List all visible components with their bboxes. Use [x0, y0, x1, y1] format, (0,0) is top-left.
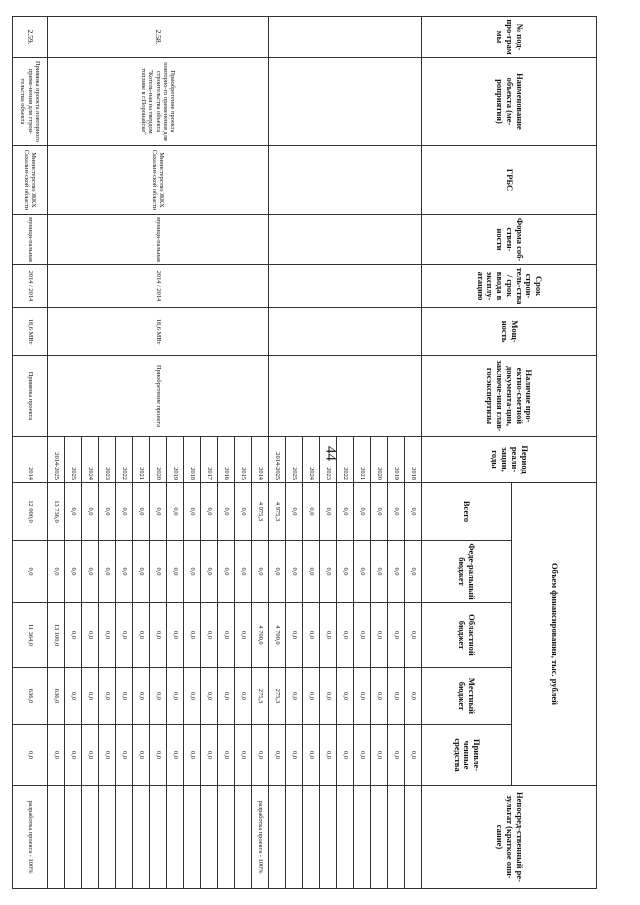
regional-cell: 0,0 — [337, 603, 354, 668]
period-cell: 2021 — [354, 437, 371, 483]
total-cell: 0,0 — [405, 483, 422, 541]
result-cell — [99, 786, 116, 889]
period-cell: 2014 — [13, 437, 48, 483]
period-cell: 2024 — [82, 437, 99, 483]
entry-capacity: 18,6 МВт — [13, 308, 48, 356]
cont-num-cell — [269, 17, 422, 58]
result-cell — [286, 786, 303, 889]
period-cell: 2014-2025 — [269, 437, 286, 483]
table-header — [422, 17, 597, 889]
regional-cell: 0,0 — [405, 603, 422, 668]
cont-grbs-cell — [269, 146, 422, 215]
total-cell: 4 975,3 — [269, 483, 286, 541]
regional-cell: 11 364,0 — [13, 603, 48, 668]
regional-cell: 0,0 — [235, 603, 252, 668]
federal-cell: 0,0 — [252, 541, 269, 603]
regional-cell: 0,0 — [99, 603, 116, 668]
table-row — [252, 17, 269, 889]
total-cell: 0,0 — [371, 483, 388, 541]
regional-cell: 4 700,0 — [269, 603, 286, 668]
result-cell — [388, 786, 405, 889]
cont-psd-cell — [269, 356, 422, 437]
header-num: № под-про-грам мы — [422, 17, 597, 58]
regional-cell: 0,0 — [150, 603, 167, 668]
period-cell: 2025 — [286, 437, 303, 483]
regional-cell: 0,0 — [184, 603, 201, 668]
attracted-cell: 0,0 — [371, 725, 388, 786]
attracted-cell: 0,0 — [133, 725, 150, 786]
regional-cell: 0,0 — [167, 603, 184, 668]
local-cell: 0,0 — [337, 668, 354, 725]
local-cell: 0,0 — [405, 668, 422, 725]
local-cell: 0,0 — [371, 668, 388, 725]
local-cell: 0,0 — [99, 668, 116, 725]
result-cell — [235, 786, 252, 889]
period-cell: 2023 — [99, 437, 116, 483]
period-cell: 2021 — [133, 437, 150, 483]
total-cell: 0,0 — [303, 483, 320, 541]
federal-cell: 0,0 — [320, 541, 337, 603]
header-attracted: Привле-ченные средства — [422, 725, 512, 786]
total-cell: 0,0 — [65, 483, 82, 541]
attracted-cell: 0,0 — [48, 725, 65, 786]
federal-cell: 0,0 — [269, 541, 286, 603]
regional-cell: 0,0 — [303, 603, 320, 668]
local-cell: 0,0 — [320, 668, 337, 725]
total-cell: 0,0 — [116, 483, 133, 541]
attracted-cell: 0,0 — [286, 725, 303, 786]
attracted-cell: 0,0 — [303, 725, 320, 786]
total-cell: 0,0 — [286, 483, 303, 541]
entry-grbs: Министерство ЖКХ Сахалин-ской области — [13, 146, 48, 215]
total-cell: 0,0 — [201, 483, 218, 541]
result-cell — [167, 786, 184, 889]
header-federal: Феде-ральный бюджет — [422, 541, 512, 603]
result-cell — [303, 786, 320, 889]
attracted-cell: 0,0 — [184, 725, 201, 786]
federal-cell: 0,0 — [184, 541, 201, 603]
total-cell: 0,0 — [184, 483, 201, 541]
local-cell: 0,0 — [133, 668, 150, 725]
entry-number: 2.58. — [48, 17, 269, 58]
period-cell: 2017 — [201, 437, 218, 483]
period-cell: 2018 — [405, 437, 422, 483]
period-cell: 2023 — [320, 437, 337, 483]
result-cell — [65, 786, 82, 889]
local-cell: 0,0 — [354, 668, 371, 725]
header-grbs: ГРБС — [422, 146, 597, 215]
attracted-cell: 0,0 — [337, 725, 354, 786]
total-cell: 0,0 — [167, 483, 184, 541]
regional-cell: 0,0 — [286, 603, 303, 668]
attracted-cell: 0,0 — [405, 725, 422, 786]
attracted-cell: 0,0 — [99, 725, 116, 786]
entry-term: 2014 / 2014 — [13, 265, 48, 308]
result-cell — [82, 786, 99, 889]
header-capacity: Мощ-ность — [422, 308, 597, 356]
local-cell: 275,3 — [269, 668, 286, 725]
local-cell: 0,0 — [235, 668, 252, 725]
period-cell: 2020 — [371, 437, 388, 483]
local-cell: 275,3 — [252, 668, 269, 725]
federal-cell: 0,0 — [388, 541, 405, 603]
result-cell — [133, 786, 150, 889]
federal-cell: 0,0 — [99, 541, 116, 603]
regional-cell: 0,0 — [82, 603, 99, 668]
federal-cell: 0,0 — [303, 541, 320, 603]
table-row — [405, 17, 422, 889]
total-cell: 0,0 — [82, 483, 99, 541]
regional-cell: 0,0 — [201, 603, 218, 668]
attracted-cell: 0,0 — [65, 725, 82, 786]
result-cell — [269, 786, 286, 889]
header-term: Срок строи-тель-ства / срок ввода в эксплу-атацию — [422, 265, 597, 308]
attracted-cell: 0,0 — [235, 725, 252, 786]
period-cell: 2020 — [150, 437, 167, 483]
entry-ownership: муници-пальная — [48, 215, 269, 265]
budget-table-rotated — [15, 16, 597, 888]
period-cell: 2019 — [388, 437, 405, 483]
federal-cell: 0,0 — [116, 541, 133, 603]
period-cell: 2015 — [235, 437, 252, 483]
local-cell: 0,0 — [82, 668, 99, 725]
total-cell: 0,0 — [388, 483, 405, 541]
attracted-cell: 0,0 — [116, 725, 133, 786]
entry-ownership: муници-пальная — [13, 215, 48, 265]
federal-cell: 0,0 — [48, 541, 65, 603]
result-cell — [320, 786, 337, 889]
regional-cell: 13 100,0 — [48, 603, 65, 668]
total-cell: 0,0 — [235, 483, 252, 541]
result-cell — [337, 786, 354, 889]
period-cell: 2018 — [184, 437, 201, 483]
local-cell: 0,0 — [218, 668, 235, 725]
header-total: Всего — [422, 483, 512, 541]
attracted-cell: 0,0 — [218, 725, 235, 786]
period-cell: 2022 — [116, 437, 133, 483]
entry-psd: Привязка проекта — [13, 356, 48, 437]
attracted-cell: 0,0 — [252, 725, 269, 786]
table-row — [13, 17, 48, 889]
period-cell: 2025 — [65, 437, 82, 483]
header-local: Местный бюджет — [422, 668, 512, 725]
regional-cell: 0,0 — [116, 603, 133, 668]
federal-cell: 0,0 — [337, 541, 354, 603]
attracted-cell: 0,0 — [13, 725, 48, 786]
attracted-cell: 0,0 — [354, 725, 371, 786]
entry-name: Привязка проекта повторного приме-нения для строи-тельства объекта — [13, 58, 48, 146]
federal-cell: 0,0 — [405, 541, 422, 603]
local-cell: 0,0 — [286, 668, 303, 725]
federal-cell: 0,0 — [235, 541, 252, 603]
entry-grbs: Министерство ЖКХ Сахалин-ской области — [48, 146, 269, 215]
header-funding: Объем финансирования, тыс. рублей — [512, 483, 597, 786]
local-cell: 0,0 — [65, 668, 82, 725]
federal-cell: 0,0 — [82, 541, 99, 603]
federal-cell: 0,0 — [286, 541, 303, 603]
total-cell: 12 000,0 — [13, 483, 48, 541]
attracted-cell: 0,0 — [201, 725, 218, 786]
regional-cell: 0,0 — [133, 603, 150, 668]
attracted-cell: 0,0 — [269, 725, 286, 786]
result-cell — [150, 786, 167, 889]
result-cell: разработка проекта - 100% — [13, 786, 48, 889]
federal-cell: 0,0 — [150, 541, 167, 603]
federal-cell: 0,0 — [65, 541, 82, 603]
cont-name-cell — [269, 58, 422, 146]
header-regional: Областной бюджет — [422, 603, 512, 668]
regional-cell: 0,0 — [65, 603, 82, 668]
entry-number: 2.59. — [13, 17, 48, 58]
local-cell: 0,0 — [167, 668, 184, 725]
page-number: 44 — [322, 446, 339, 461]
local-cell: 636,0 — [13, 668, 48, 725]
header-result: Непосред-ственный ре-зультат (краткое опи-сание) — [422, 786, 597, 889]
header-ownership: Форма соб-ствен-ности — [422, 215, 597, 265]
period-cell: 2022 — [337, 437, 354, 483]
attracted-cell: 0,0 — [150, 725, 167, 786]
regional-cell: 0,0 — [320, 603, 337, 668]
result-cell — [48, 786, 65, 889]
result-cell — [371, 786, 388, 889]
regional-cell: 0,0 — [354, 603, 371, 668]
cont-term-cell — [269, 265, 422, 308]
total-cell: 0,0 — [218, 483, 235, 541]
attracted-cell: 0,0 — [388, 725, 405, 786]
local-cell: 0,0 — [116, 668, 133, 725]
local-cell: 0,0 — [201, 668, 218, 725]
entry-name: Приобретение проекта повторно-го применения для строительства объекта "Котель-ная на твердом топливе в г.Поронайске" — [48, 58, 269, 146]
federal-cell: 0,0 — [167, 541, 184, 603]
regional-cell: 4 700,0 — [252, 603, 269, 668]
total-cell: 0,0 — [320, 483, 337, 541]
regional-cell: 0,0 — [371, 603, 388, 668]
total-cell: 0,0 — [354, 483, 371, 541]
result-cell — [184, 786, 201, 889]
period-cell: 2016 — [218, 437, 235, 483]
period-cell: 2024 — [303, 437, 320, 483]
regional-cell: 0,0 — [388, 603, 405, 668]
total-cell: 13 736,0 — [48, 483, 65, 541]
header-name: Наименование объекта (ме-роприятия) — [422, 58, 597, 146]
result-cell — [218, 786, 235, 889]
total-cell: 0,0 — [337, 483, 354, 541]
result-cell: разработка проекта - 100% — [252, 786, 269, 889]
cont-capacity-cell — [269, 308, 422, 356]
entry-term: 2014 / 2014 — [48, 265, 269, 308]
result-cell — [354, 786, 371, 889]
header-period: Период реали-зации, годы — [422, 437, 597, 483]
federal-cell: 0,0 — [218, 541, 235, 603]
period-cell: 2014-2025 — [48, 437, 65, 483]
federal-cell: 0,0 — [133, 541, 150, 603]
local-cell: 0,0 — [150, 668, 167, 725]
attracted-cell: 0,0 — [320, 725, 337, 786]
regional-cell: 0,0 — [218, 603, 235, 668]
federal-cell: 0,0 — [13, 541, 48, 603]
attracted-cell: 0,0 — [82, 725, 99, 786]
attracted-cell: 0,0 — [167, 725, 184, 786]
local-cell: 0,0 — [388, 668, 405, 725]
federal-cell: 0,0 — [201, 541, 218, 603]
local-cell: 0,0 — [184, 668, 201, 725]
cont-ownership-cell — [269, 215, 422, 265]
budget-table — [12, 16, 597, 889]
header-psd: Наличие про-ектно-сметной документа-ции, заключе-ния глав-госэкспертизы — [422, 356, 597, 437]
federal-cell: 0,0 — [371, 541, 388, 603]
total-cell: 0,0 — [133, 483, 150, 541]
federal-cell: 0,0 — [354, 541, 371, 603]
entry-capacity: 18,6 МВт — [48, 308, 269, 356]
result-cell — [405, 786, 422, 889]
period-cell: 2014 — [252, 437, 269, 483]
local-cell: 0,0 — [303, 668, 320, 725]
local-cell: 636,0 — [48, 668, 65, 725]
entry-psd: Приобретение проекта — [48, 356, 269, 437]
result-cell — [116, 786, 133, 889]
period-cell: 2019 — [167, 437, 184, 483]
total-cell: 0,0 — [150, 483, 167, 541]
total-cell: 4 975,3 — [252, 483, 269, 541]
result-cell — [201, 786, 218, 889]
total-cell: 0,0 — [99, 483, 116, 541]
